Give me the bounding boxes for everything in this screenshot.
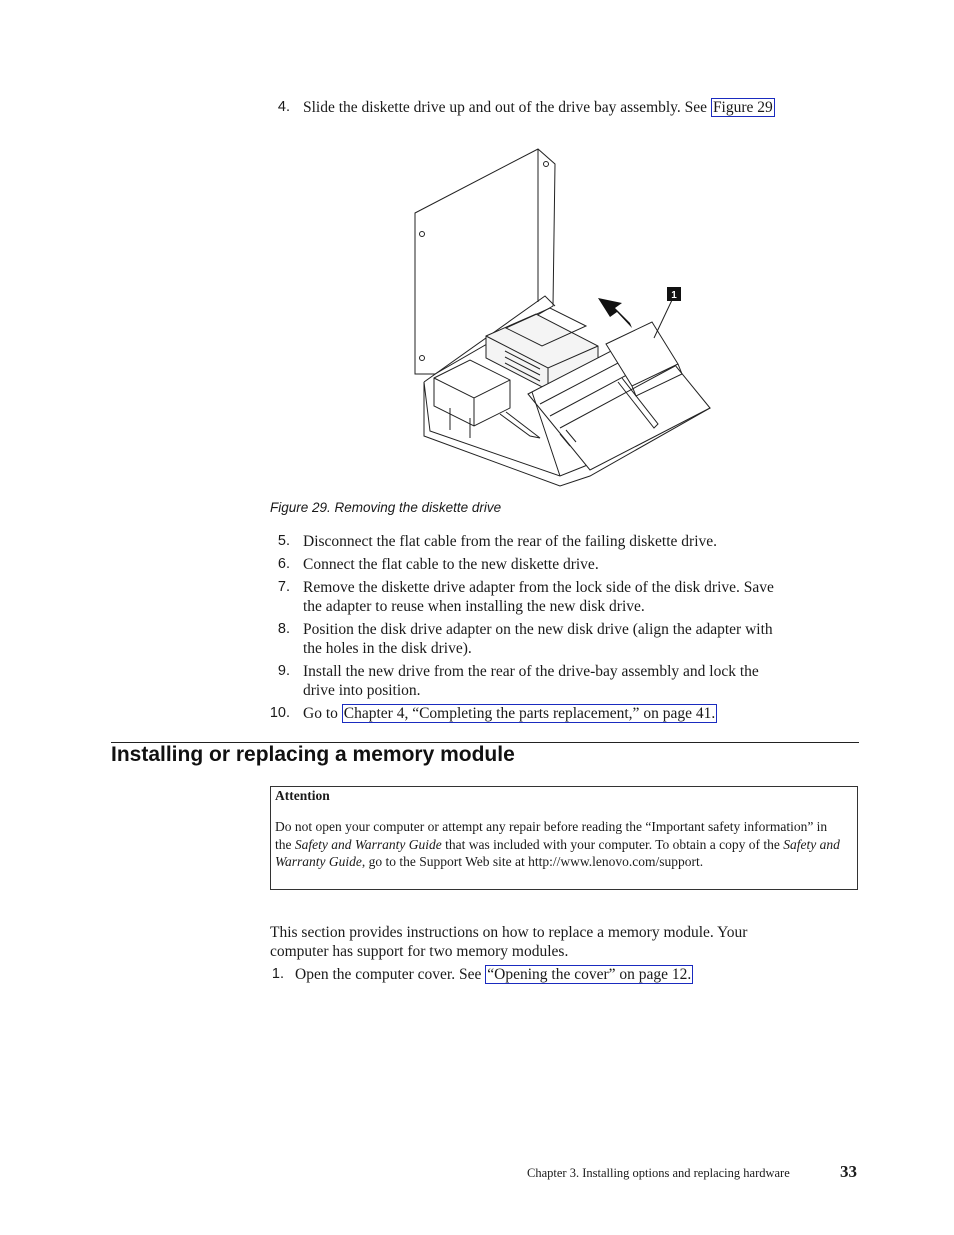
step-text-continued: drive into position. [303, 682, 421, 699]
chapter-4-link[interactable]: Chapter 4, “Completing the parts replacement,” on page 41. [343, 705, 716, 722]
step-text: Position the disk drive adapter on the new disk drive (align the adapter with [303, 621, 773, 638]
attention-text-part: that was included with your computer. To obtain a copy of the [441, 836, 784, 852]
intro-text: This section provides instructions on how to replace a memory module. Your [270, 924, 748, 941]
step-number: 6. [277, 556, 290, 572]
intro-text-continued: computer has support for two memory modules. [270, 943, 569, 960]
callout-label: 1 [671, 290, 677, 301]
figure-caption: Figure 29. Removing the diskette drive [270, 500, 502, 515]
attention-text-part: Do not open your computer or attempt any repair before reading the “Important safety information” in the [275, 819, 828, 852]
section-heading: Installing or replacing a memory module [111, 743, 515, 766]
step-text [295, 965, 693, 984]
diskette-drive-removal-figure [410, 146, 720, 491]
attention-text-part: , go to the Support Web site at http://www.lenovo.com/support. [361, 854, 704, 869]
step-number: 5. [277, 533, 290, 549]
guide-title: Safety and Warranty Guide [294, 836, 442, 852]
step-text-continued: the adapter to reuse when installing the new disk drive. [303, 598, 645, 615]
page-number: 33 [840, 1162, 857, 1181]
opening-cover-link[interactable]: “Opening the cover” on page 12. [487, 966, 692, 983]
footer-chapter: Chapter 3. Installing options and replacing hardware [527, 1166, 790, 1180]
step-text: Remove the diskette drive adapter from the lock side of the disk drive. Save [303, 579, 774, 596]
figure-29-link[interactable]: Figure 29 [712, 99, 773, 116]
step-number: 7. [277, 579, 290, 595]
step-text: Install the new drive from the rear of the drive-bay assembly and lock the [303, 663, 759, 680]
attention-title: Attention [275, 788, 330, 803]
step-text [303, 704, 717, 723]
attention-text [275, 818, 845, 871]
step-text-body: Go to [303, 705, 342, 722]
guide-title: Safety and Warranty Guide [275, 836, 840, 869]
step-text-body: Open the computer cover. See [295, 966, 486, 983]
step-number: 1. [271, 966, 284, 982]
step-text-body: Slide the diskette drive up and out of the drive bay assembly. See [303, 99, 711, 116]
step-text: Disconnect the flat cable from the rear of the failing diskette drive. [303, 533, 718, 550]
step-text-continued: the holes in the disk drive). [303, 640, 472, 657]
step-number: 8. [277, 621, 290, 637]
step-text [303, 98, 775, 117]
step-text: Connect the flat cable to the new diskette drive. [303, 556, 599, 573]
step-number: 4. [277, 99, 290, 115]
step-number: 10. [269, 705, 290, 721]
step-number: 9. [277, 663, 290, 679]
